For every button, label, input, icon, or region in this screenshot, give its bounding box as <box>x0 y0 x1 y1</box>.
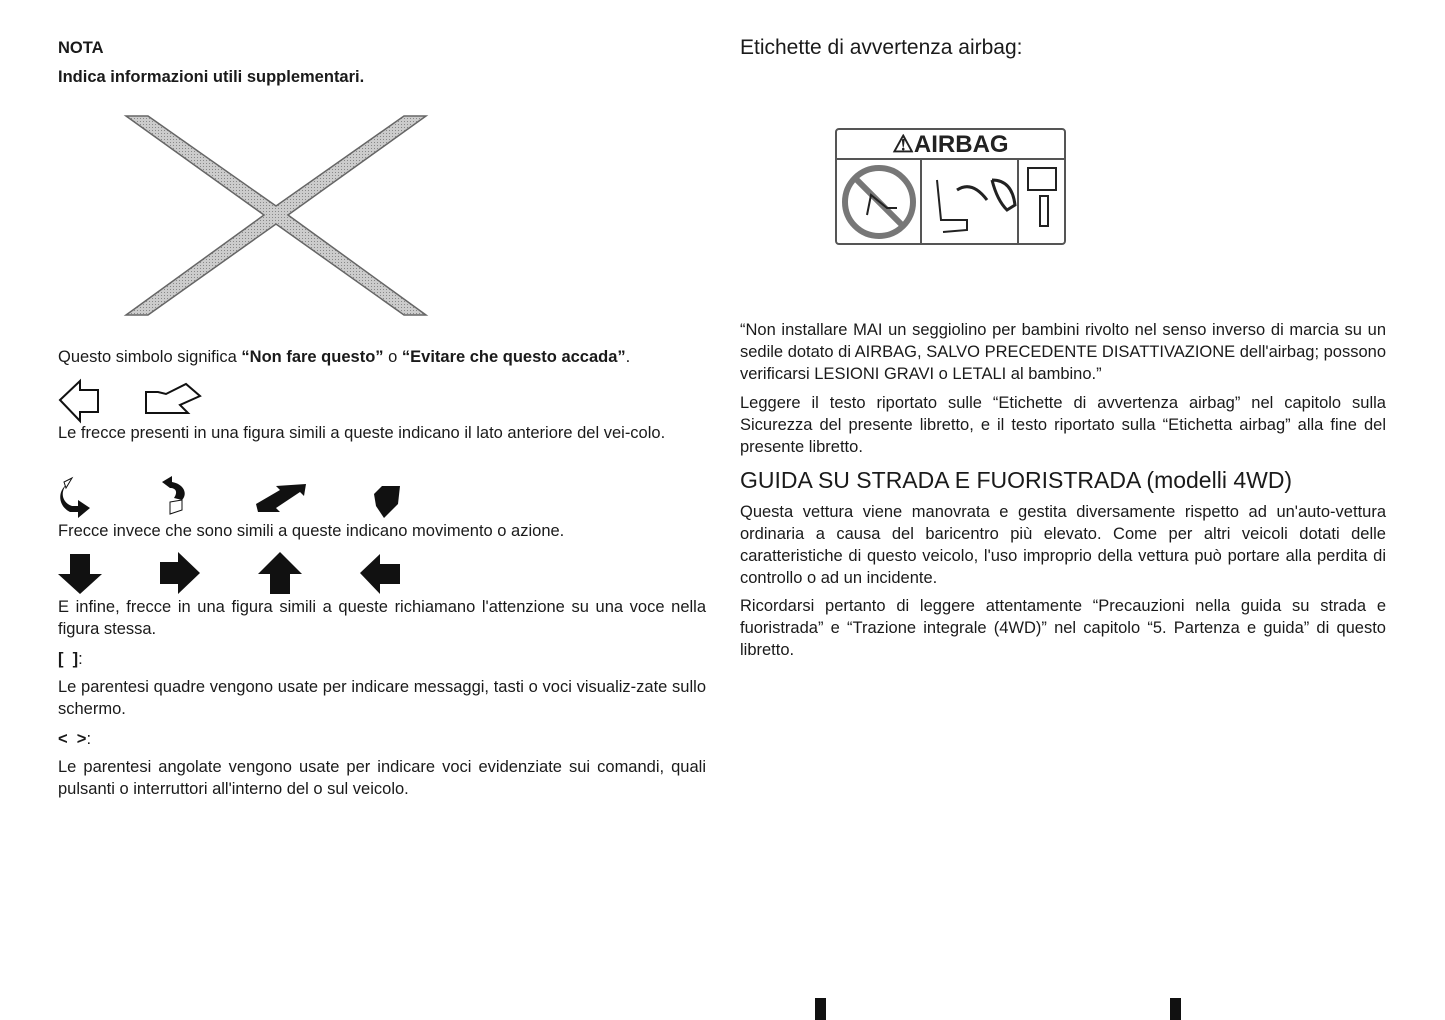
page-edge-marker <box>815 998 826 1020</box>
note-text: Indica informazioni utili supplementari. <box>58 68 365 86</box>
airbag-warning-quote: “Non installare MAI un seggiolino per bambini rivolto nel senso inverso di marcia su un sedile dotato di AIRBAG, SALVO PRECEDENTE DISATTIVAZIONE dell'airbag; possono verificarsi LESIONI GRAVI o LETALI al bambino.” <box>740 321 1386 383</box>
airbag-pictograms-icon <box>837 160 1064 243</box>
note-title: NOTA <box>58 39 104 57</box>
square-brackets-label: [ ]: <box>58 650 83 668</box>
page-edge-marker <box>1170 998 1181 1020</box>
motion-arrows-text: Frecce invece che sono simili a queste indicano movimento o azione. <box>58 522 565 540</box>
front-arrows-icon <box>58 378 208 424</box>
airbag-labels-title: Etichette di avvertenza airbag: <box>740 36 1023 59</box>
4wd-paragraph-2: Ricordarsi pertanto di leggere attentamente “Precauzioni nella guida su strada e fuoristrada” e “Trazione integrale (4WD)” nel capitolo “5. Partenza e guida” di questo libretto. <box>740 597 1386 659</box>
attention-arrows-text: E infine, frecce in una figura simili a queste richiamano l'attenzione su una voce nella figura stessa. <box>58 598 706 638</box>
airbag-read-instructions: Leggere il testo riportato sulle “Etichette di avvertenza airbag” nel capitolo sulla Sicurezza del presente libretto, e il testo riportato sulla “Etichetta airbag” alla fine del presente libretto. <box>740 394 1386 456</box>
angle-brackets-text: Le parentesi angolate vengono usate per indicare voci evidenziate sui comandi, quali pulsanti o interruttori all'interno del o sul veicolo. <box>58 758 706 798</box>
warning-triangle-icon: ⚠ <box>892 131 914 158</box>
prohibited-cross-icon <box>122 112 430 320</box>
attention-arrows-icon <box>58 552 408 596</box>
4wd-paragraph-1: Questa vettura viene manovrata e gestita diversamente rispetto ad un'auto-vettura ordinaria a causa del baricentro più elevato. Come per altri veicoli dotati delle caratteristiche di questo veicolo, l'uso improprio della vettura può portare alla perdita di controllo o ad un incidente. <box>740 503 1386 587</box>
motion-arrows-icon <box>58 476 408 518</box>
symbol-meaning: Questo simbolo significa “Non fare questo” o “Evitare che questo accada”. <box>58 348 631 366</box>
section-heading-4wd: GUIDA SU STRADA E FUORISTRADA (modelli 4WD) <box>740 467 1293 493</box>
angle-brackets-label: < >: <box>58 730 92 748</box>
airbag-warning-label: ⚠AIRBAG <box>835 128 1066 245</box>
square-brackets-text: Le parentesi quadre vengono usate per indicare messaggi, tasti o voci visualiz-zate sullo schermo. <box>58 678 706 718</box>
front-arrows-text: Le frecce presenti in una figura simili a queste indicano il lato anteriore del vei-colo. <box>58 424 666 442</box>
